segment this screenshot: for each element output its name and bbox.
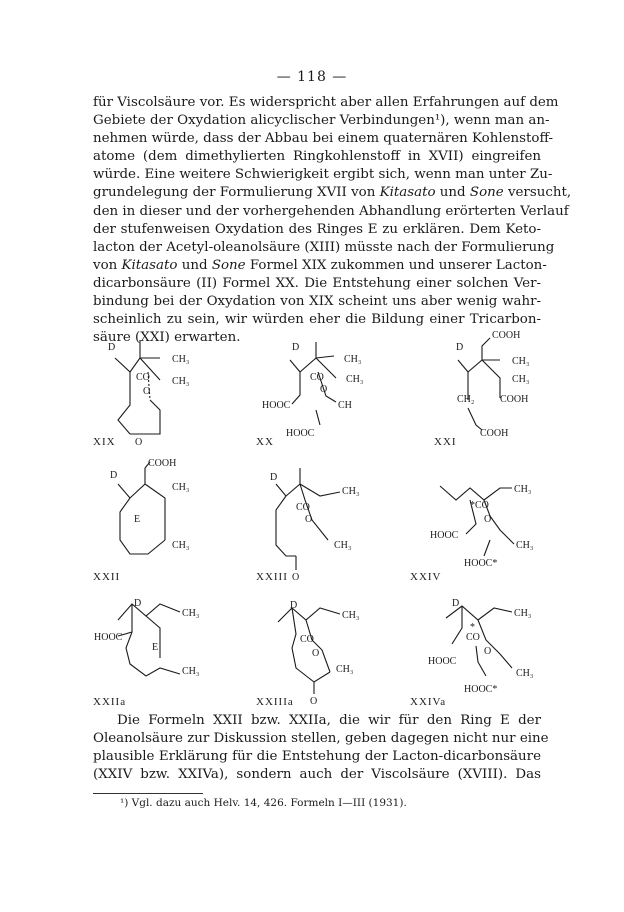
formula-xxiia xyxy=(93,598,199,708)
ring-label-d: D xyxy=(270,472,278,483)
text-line: plausible Erklärung für die Entstehung der Lacton-dicarbonsäure xyxy=(93,749,541,765)
footnote: ¹) Vgl. dazu auch Helv. 14, 426. Formeln I—III (1931). xyxy=(120,797,407,809)
ring-label-e: E xyxy=(134,514,141,525)
text-fragment: versucht, xyxy=(503,185,572,201)
group-hooc-star: HOOC* xyxy=(464,684,498,695)
group-ch2: CH₂ xyxy=(457,394,475,405)
formula-xxiva xyxy=(410,598,533,708)
group-hooc: HOOC xyxy=(286,428,315,439)
group-cooh: COOH xyxy=(500,394,529,405)
ring-label-d: D xyxy=(108,342,116,353)
formula-label: XXIVa xyxy=(410,696,447,708)
group-ch3: CH₃ xyxy=(512,374,530,385)
group-hooc: HOOC xyxy=(430,530,459,541)
ring-label-e: E xyxy=(152,642,159,653)
group-co: CO xyxy=(300,634,314,645)
group-co: CO xyxy=(296,502,310,513)
formula-label: XXIIa xyxy=(93,696,127,708)
author-name: Kitasato xyxy=(121,257,178,273)
formula-xx xyxy=(256,342,363,448)
author-name: Sone xyxy=(211,257,246,273)
text-line: Oleanolsäure zur Diskussion stellen, geben dagegen nicht nur eine xyxy=(93,731,549,747)
ring-label-d: D xyxy=(110,470,118,481)
group-o: O xyxy=(135,437,143,448)
text-line: den in dieser und der vorhergehenden Abhandlung erörterten Verlauf xyxy=(93,203,569,219)
text-line: lacton der Acetyl-oleanolsäure (XIII) müsste nach der Formulierung xyxy=(93,239,555,255)
group-o: O xyxy=(292,572,300,583)
group-hooc: HOOC xyxy=(262,400,291,411)
group-ch: CH xyxy=(338,400,352,411)
formula-xix xyxy=(93,340,189,448)
text-line: Gebiete der Oxydation alicyclischer Verbindungen¹), wenn man an- xyxy=(93,113,550,129)
group-ch3: CH₃ xyxy=(172,482,190,493)
text-line: Die Formeln XXII bzw. XXIIa, die wir für den Ring E der xyxy=(117,713,541,728)
formula-label: XXII xyxy=(93,571,121,583)
formula-label: XIX xyxy=(93,436,116,448)
group-cooh: COOH xyxy=(492,330,521,341)
ring-label-d: D xyxy=(456,342,464,353)
formula-xxiii xyxy=(256,468,359,583)
formula-label: XX xyxy=(256,436,274,448)
author-name: Kitasato xyxy=(379,185,436,201)
text-fragment: und xyxy=(435,185,470,201)
group-ch3: CH₃ xyxy=(336,664,354,675)
group-ch3: CH₃ xyxy=(512,356,530,367)
group-o: O xyxy=(305,514,313,525)
group-ch3: CH₃ xyxy=(346,374,364,385)
formula-xxiv xyxy=(410,484,533,583)
text-line: scheinlich zu sein, wir würden eher die Bildung einer Tricarbon- xyxy=(93,312,541,328)
group-ch3: CH₃ xyxy=(172,540,190,551)
text-fragment: von xyxy=(93,257,122,273)
structural-formulas xyxy=(60,320,560,715)
star-marker: * xyxy=(470,622,475,633)
text-line: nehmen würde, dass der Abbau bei einem quaternären Kohlenstoff- xyxy=(93,131,554,147)
footnote-divider xyxy=(93,793,203,794)
group-ch3: CH₃ xyxy=(344,354,362,365)
group-o: O xyxy=(484,646,492,657)
text-line: atome (dem dimethylierten Ringkohlenstoff in XVII) eingreifen xyxy=(93,149,541,165)
group-o: O xyxy=(310,696,318,707)
group-cooh: COOH xyxy=(148,458,177,469)
group-ch3: CH₃ xyxy=(334,540,352,551)
formula-xxii xyxy=(93,458,189,583)
ring-label-d: D xyxy=(134,598,142,609)
group-o: O xyxy=(320,384,328,395)
group-co: CO xyxy=(310,372,324,383)
formula-xxi xyxy=(434,330,529,448)
group-ch3: CH₃ xyxy=(172,376,190,387)
ring-label-d: D xyxy=(292,342,300,353)
ring-label-d: D xyxy=(290,600,298,611)
group-ch3: CH₃ xyxy=(172,354,190,365)
formula-label: XXIII xyxy=(256,571,288,583)
group-ch3: CH₃ xyxy=(182,608,200,619)
group-o: O xyxy=(312,648,320,659)
ring-label-d: D xyxy=(452,598,460,609)
group-cooh: COOH xyxy=(480,428,509,439)
paragraph-2 xyxy=(93,712,549,784)
group-co: CO xyxy=(136,372,150,383)
group-ch3: CH₃ xyxy=(516,668,534,679)
group-ch3: CH₃ xyxy=(516,540,534,551)
text-fragment: grundelegung der Formulierung XVII von xyxy=(93,185,380,201)
text-line: der stufenweisen Oxydation des Ringes E zu erklären. Dem Keto- xyxy=(93,221,541,237)
group-ch3: CH₃ xyxy=(514,484,532,495)
text-fragment: und xyxy=(177,257,212,273)
page-number: — 118 — xyxy=(276,69,348,85)
text-line: für Viscolsäure vor. Es widerspricht aber allen Erfahrungen auf dem xyxy=(93,95,559,110)
formula-xxiiia xyxy=(256,600,359,708)
text-line: (XXIV bzw. XXIVa), sondern auch der Viscolsäure (XVIII). Das xyxy=(93,767,541,783)
group-co-star: *CO xyxy=(470,500,489,511)
text-line xyxy=(93,184,572,202)
paragraph-1 xyxy=(93,94,572,347)
group-co: CO xyxy=(466,632,480,643)
group-hooc-star: HOOC* xyxy=(464,558,498,569)
formula-label: XXI xyxy=(434,436,457,448)
text-line: bindung bei der Oxydation von XIX scheint uns aber wenig wahr- xyxy=(93,294,541,310)
text-line: dicarbonsäure (II) Formel XX. Die Entstehung einer solchen Ver- xyxy=(93,275,541,291)
text-line: würde. Eine weitere Schwierigkeit ergibt sich, wenn man unter Zu- xyxy=(93,167,553,183)
formula-label: XXIV xyxy=(410,571,442,583)
text-line: säure (XXI) erwarten. xyxy=(93,330,241,346)
group-hooc: HOOC xyxy=(428,656,457,667)
group-ch3: CH₃ xyxy=(182,666,200,677)
text-fragment: Formel XIX zukommen und unserer Lacton- xyxy=(245,257,547,273)
group-o: O xyxy=(143,386,151,397)
group-ch3: CH₃ xyxy=(342,486,360,497)
formula-label: XXIIIa xyxy=(256,696,294,708)
text-line xyxy=(93,257,547,275)
group-ch3: CH₃ xyxy=(342,610,360,621)
group-hooc: HOOC xyxy=(94,632,123,643)
author-name: Sone xyxy=(469,185,504,201)
group-ch3: CH₃ xyxy=(514,608,532,619)
group-o: O xyxy=(484,514,492,525)
